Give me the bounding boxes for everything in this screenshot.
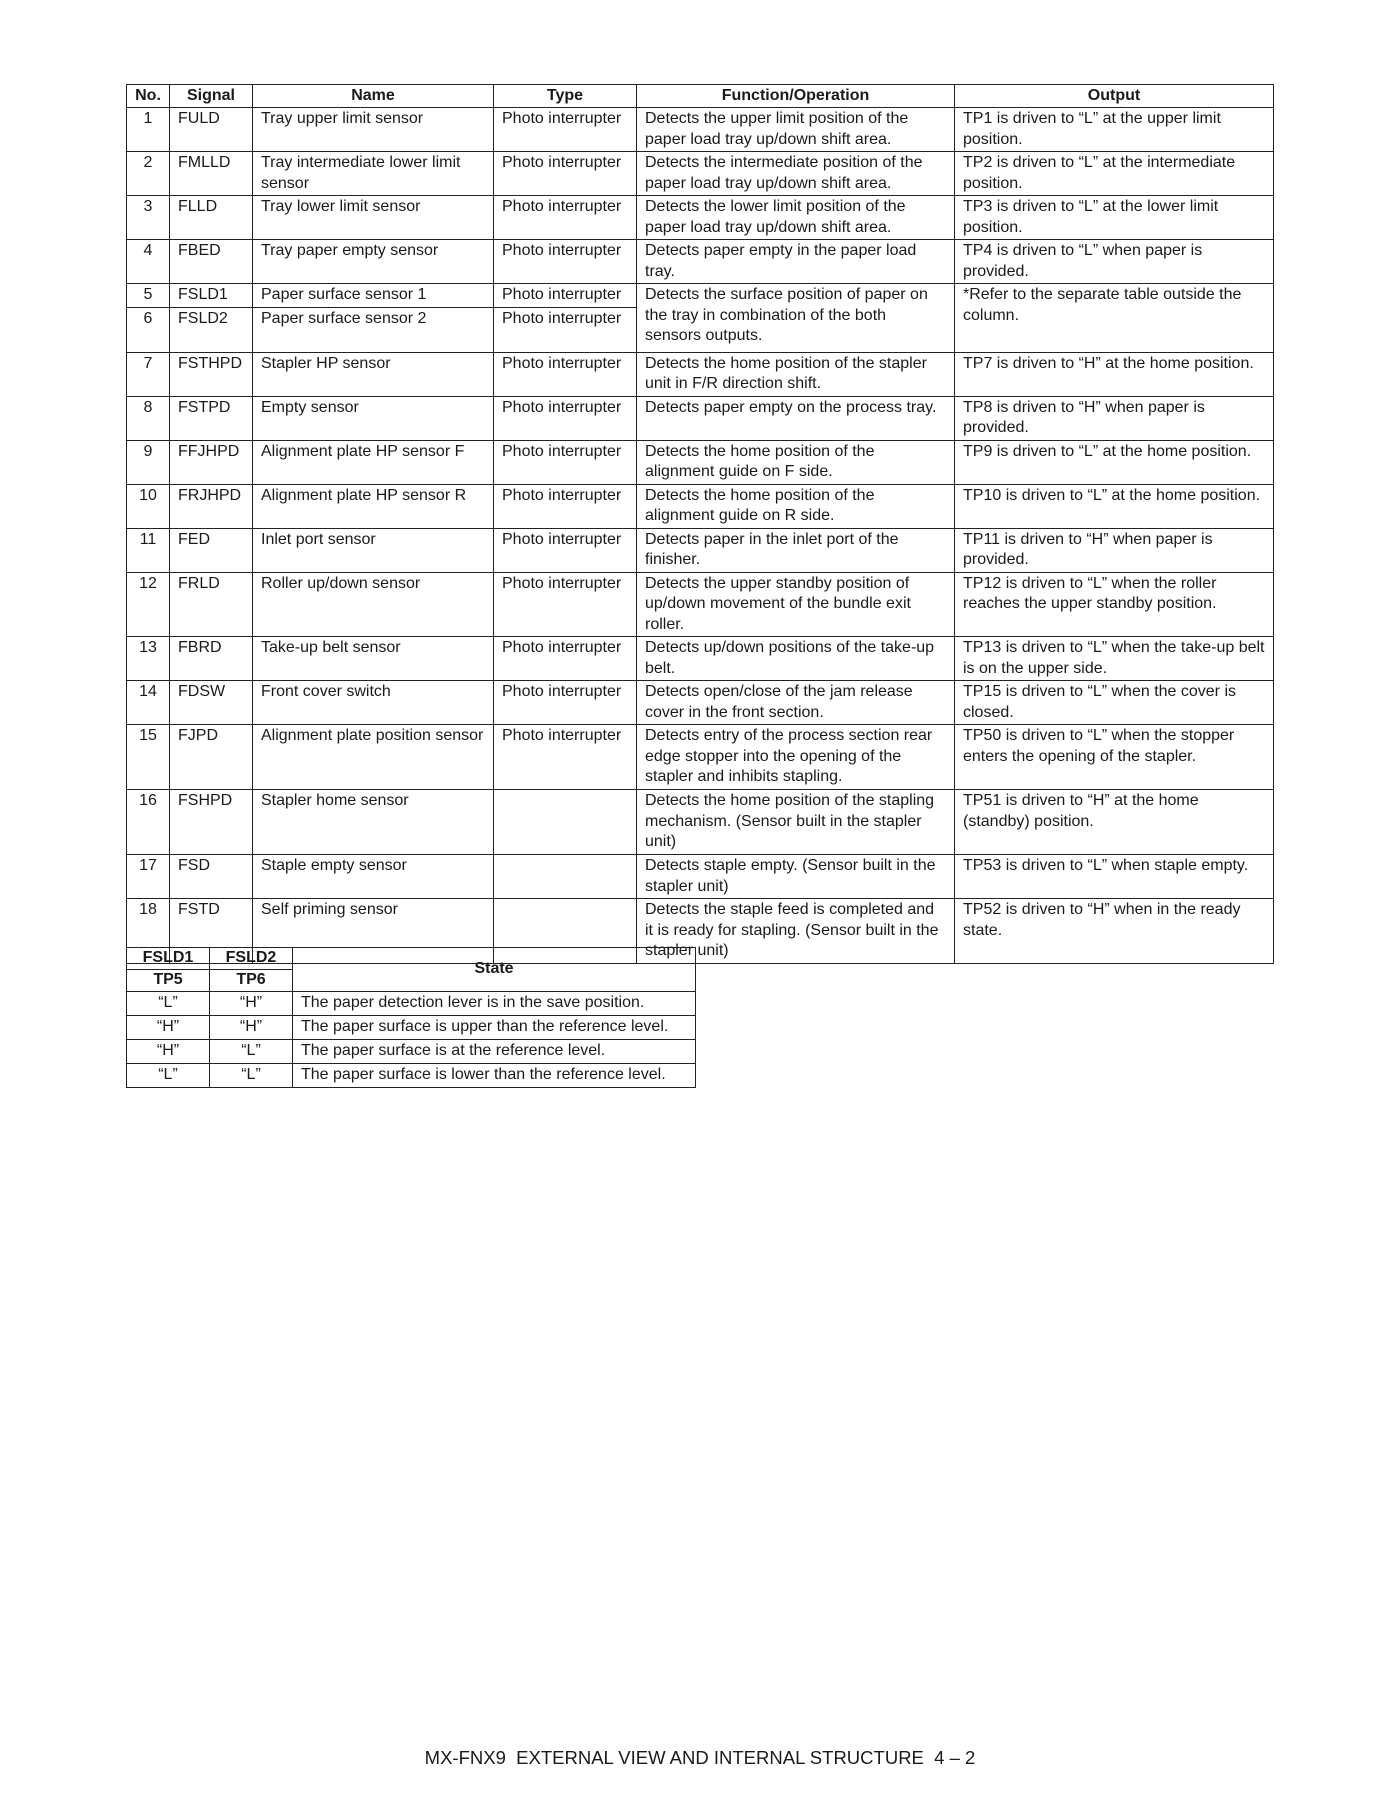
row-no: 13 [127,637,170,681]
row-output: TP13 is driven to “L” when the take-up belt is on the upper side. [955,637,1274,681]
page-footer: MX-FNX9 EXTERNAL VIEW AND INTERNAL STRUCTURE 4 – 2 [424,1747,976,1768]
row-output: TP51 is driven to “H” at the home (standby) position. [955,790,1274,855]
row-output: TP8 is driven to “H” when paper is provided. [955,396,1274,440]
row-function: Detects up/down positions of the take-up belt. [637,637,955,681]
row-type: Photo interrupter [494,440,637,484]
row-function: Detects the home position of the stapler unit in F/R direction shift. [637,352,955,396]
table-row [127,284,1274,308]
row-signal: FJPD [170,725,253,790]
row-signal: FSTHPD [170,352,253,396]
row-signal: FLLD [170,196,253,240]
row-tp5: “L” [127,1064,210,1088]
row-type: Photo interrupter [494,725,637,790]
table-row [127,108,1274,152]
paper-surface-state-table [126,947,696,1088]
row-name: Tray paper empty sensor [253,240,494,284]
row-no: 16 [127,790,170,855]
row-output: TP10 is driven to “L” at the home position. [955,484,1274,528]
state-table-header-row [127,948,696,970]
row-tp5: “H” [127,1016,210,1040]
row-type: Photo interrupter [494,352,637,396]
row-output: TP4 is driven to “L” when paper is provided. [955,240,1274,284]
table-row [127,572,1274,637]
row-tp5: “H” [127,1040,210,1064]
row-signal: FBED [170,240,253,284]
row-signal: FED [170,528,253,572]
row-type: Photo interrupter [494,284,637,308]
row-name: Inlet port sensor [253,528,494,572]
row-no: 10 [127,484,170,528]
table-row [127,992,696,1016]
row-state: The paper surface is at the reference level. [293,1040,696,1064]
table-row [127,681,1274,725]
row-name: Roller up/down sensor [253,572,494,637]
table-row [127,440,1274,484]
header-tp6: TP6 [210,970,293,992]
table-row [127,528,1274,572]
row-signal: FDSW [170,681,253,725]
row-name: Staple empty sensor [253,855,494,899]
row-function: Detects the intermediate position of the paper load tray up/down shift area. [637,152,955,196]
header-no: No. [127,85,170,108]
row-no: 3 [127,196,170,240]
row-name: Paper surface sensor 1 [253,284,494,308]
row-no: 14 [127,681,170,725]
row-type: Photo interrupter [494,152,637,196]
row-signal: FMLLD [170,152,253,196]
table-row [127,637,1274,681]
header-name: Name [253,85,494,108]
table-row [127,152,1274,196]
table-row [127,855,1274,899]
row-signal: FRJHPD [170,484,253,528]
row-name: Tray lower limit sensor [253,196,494,240]
row-name: Tray upper limit sensor [253,108,494,152]
row-state: The paper surface is upper than the reference level. [293,1016,696,1040]
row-no: 7 [127,352,170,396]
row-signal: FFJHPD [170,440,253,484]
row-name: Empty sensor [253,396,494,440]
row-signal: FSTPD [170,396,253,440]
row-output: TP7 is driven to “H” at the home position. [955,352,1274,396]
row-no: 9 [127,440,170,484]
row-function: Detects the home position of the stapling mechanism. (Sensor built in the stapler unit) [637,790,955,855]
row-tp6: “H” [210,1016,293,1040]
row-name: Stapler HP sensor [253,352,494,396]
row-type [494,790,637,855]
row-no: 1 [127,108,170,152]
row-signal: FULD [170,108,253,152]
row-no: 6 [127,307,170,352]
header-output: Output [955,85,1274,108]
row-output: TP1 is driven to “L” at the upper limit position. [955,108,1274,152]
row-name: Self priming sensor [253,899,494,964]
row-function: Detects the upper limit position of the paper load tray up/down shift area. [637,108,955,152]
row-signal: FSLD2 [170,307,253,352]
row-no: 11 [127,528,170,572]
header-fsld1: FSLD1 [127,948,210,970]
row-state: The paper detection lever is in the save position. [293,992,696,1016]
table-row [127,352,1274,396]
row-function: Detects the upper standby position of up/down movement of the bundle exit roller. [637,572,955,637]
row-type: Photo interrupter [494,108,637,152]
row-function: Detects the staple feed is completed and it is ready for stapling. (Sensor built in the stapler unit) [637,899,955,964]
row-output: TP15 is driven to “L” when the cover is closed. [955,681,1274,725]
row-function: Detects the lower limit position of the paper load tray up/down shift area. [637,196,955,240]
row-function: Detects paper empty in the paper load tray. [637,240,955,284]
row-signal: FSTD [170,899,253,964]
row-output: TP2 is driven to “L” at the intermediate position. [955,152,1274,196]
row-no: 8 [127,396,170,440]
row-function: Detects open/close of the jam release cover in the front section. [637,681,955,725]
table-row [127,240,1274,284]
row-type: Photo interrupter [494,484,637,528]
row-name: Tray intermediate lower limit sensor [253,152,494,196]
row-type: Photo interrupter [494,307,637,352]
row-function: Detects the home position of the alignment guide on F side. [637,440,955,484]
row-output: TP3 is driven to “L” at the lower limit position. [955,196,1274,240]
row-name: Alignment plate HP sensor R [253,484,494,528]
row-state: The paper surface is lower than the reference level. [293,1064,696,1088]
row-function: Detects staple empty. (Sensor built in the stapler unit) [637,855,955,899]
row-signal: FRLD [170,572,253,637]
row-type: Photo interrupter [494,528,637,572]
header-signal: Signal [170,85,253,108]
row-name: Alignment plate position sensor [253,725,494,790]
row-no: 2 [127,152,170,196]
header-fsld2: FSLD2 [210,948,293,970]
row-function: Detects the home position of the alignment guide on R side. [637,484,955,528]
row-signal: FBRD [170,637,253,681]
row-no: 4 [127,240,170,284]
row-tp5: “L” [127,992,210,1016]
row-function: Detects paper in the inlet port of the finisher. [637,528,955,572]
row-tp6: “H” [210,992,293,1016]
row-no: 18 [127,899,170,964]
sensor-table-header-row [127,85,1274,108]
row-type: Photo interrupter [494,572,637,637]
row-signal: FSD [170,855,253,899]
row-function: Detects the surface position of paper on the tray in combination of the both sensors outputs. [637,284,955,353]
row-signal: FSHPD [170,790,253,855]
header-function: Function/Operation [637,85,955,108]
table-row [127,1064,696,1088]
row-output: TP11 is driven to “H” when paper is provided. [955,528,1274,572]
header-tp5: TP5 [127,970,210,992]
sensor-table [126,84,1274,964]
row-type: Photo interrupter [494,396,637,440]
row-type: Photo interrupter [494,196,637,240]
header-state: State [293,948,696,992]
table-row [127,1016,696,1040]
table-row [127,1040,696,1064]
row-output: TP12 is driven to “L” when the roller reaches the upper standby position. [955,572,1274,637]
row-name: Alignment plate HP sensor F [253,440,494,484]
table-row [127,790,1274,855]
row-tp6: “L” [210,1040,293,1064]
row-output: *Refer to the separate table outside the column. [955,284,1274,353]
table-row [127,725,1274,790]
row-output: TP53 is driven to “L” when staple empty. [955,855,1274,899]
table-row [127,196,1274,240]
row-no: 15 [127,725,170,790]
row-name: Paper surface sensor 2 [253,307,494,352]
row-name: Stapler home sensor [253,790,494,855]
row-type: Photo interrupter [494,681,637,725]
table-row [127,484,1274,528]
table-row [127,396,1274,440]
row-signal: FSLD1 [170,284,253,308]
row-type [494,855,637,899]
row-tp6: “L” [210,1064,293,1088]
row-function: Detects entry of the process section rear edge stopper into the opening of the stapler and inhibits stapling. [637,725,955,790]
row-output: TP9 is driven to “L” at the home position. [955,440,1274,484]
row-no: 12 [127,572,170,637]
row-name: Front cover switch [253,681,494,725]
row-output: TP50 is driven to “L” when the stopper enters the opening of the stapler. [955,725,1274,790]
row-name: Take-up belt sensor [253,637,494,681]
row-function: Detects paper empty on the process tray. [637,396,955,440]
row-no: 5 [127,284,170,308]
row-output: TP52 is driven to “H” when in the ready state. [955,899,1274,964]
row-type: Photo interrupter [494,637,637,681]
row-type: Photo interrupter [494,240,637,284]
header-type: Type [494,85,637,108]
row-no: 17 [127,855,170,899]
